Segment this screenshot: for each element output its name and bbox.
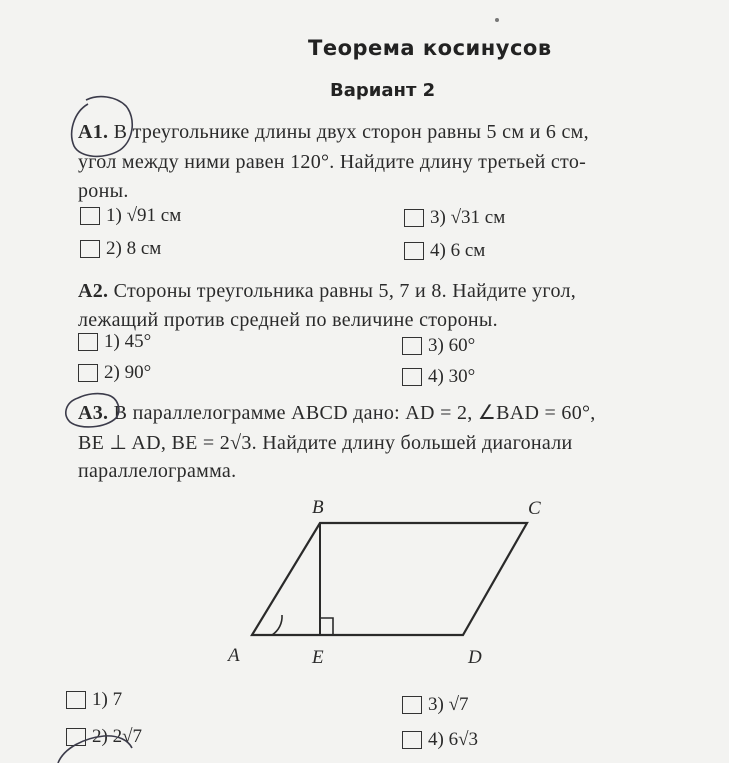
a3-option-1[interactable] — [66, 689, 122, 711]
option-label: 3) 60° — [428, 335, 476, 356]
answer-checkbox[interactable] — [66, 691, 86, 709]
question-a2-text-1: Стороны треугольника равны 5, 7 и 8. Найдите угол, — [113, 280, 577, 302]
question-a3-line-2: BE ⊥ AD, BE = 2√3. Найдите длину большей диагонали — [78, 432, 573, 454]
a1-option-2[interactable] — [80, 238, 161, 260]
answer-checkbox[interactable] — [404, 242, 424, 260]
parallelogram-abcd — [252, 523, 527, 635]
option-label: 4) 6 см — [430, 240, 486, 261]
question-a1-text-1: В треугольнике длины двух сторон равны 5 см и 6 см, — [113, 121, 589, 143]
question-a1-line-2: угол между ними равен 120°. Найдите длину третьей сто- — [78, 151, 587, 173]
question-a2-number: А2. — [78, 280, 109, 302]
vertex-label-d: D — [468, 647, 482, 668]
a1-option-4[interactable] — [404, 240, 485, 262]
option-label: 1) 7 — [92, 689, 123, 710]
option-label: 2) 2√7 — [92, 726, 143, 747]
answer-checkbox[interactable] — [78, 364, 98, 382]
angle-arc — [272, 615, 282, 635]
option-label: 2) 8 см — [106, 238, 162, 259]
right-angle-mark — [320, 618, 333, 635]
vertex-label-c: C — [528, 498, 541, 519]
a2-option-1[interactable] — [78, 331, 151, 353]
a2-option-4[interactable] — [402, 366, 475, 388]
vertex-label-a: A — [228, 645, 240, 666]
a1-option-3[interactable] — [404, 207, 505, 229]
a3-option-2[interactable] — [66, 726, 142, 748]
a3-option-4[interactable] — [402, 729, 478, 751]
option-label: 1) √91 см — [106, 205, 182, 226]
question-a3-line-3: параллелограмма. — [78, 460, 237, 482]
a1-option-1[interactable] — [80, 205, 181, 227]
answer-checkbox[interactable] — [80, 240, 100, 258]
vertex-label-b: B — [312, 497, 324, 518]
question-a3-text-1: В параллелограмме ABCD дано: AD = 2, ∠BAD = 60°, — [113, 402, 596, 424]
option-label: 4) 6√3 — [428, 729, 479, 750]
question-a2-line-1 — [78, 280, 576, 303]
variant-heading: Вариант 2 — [330, 80, 436, 101]
option-label: 3) √7 — [428, 694, 469, 715]
question-a1-line-1 — [78, 121, 589, 144]
a3-option-3[interactable] — [402, 694, 469, 716]
parallelogram-figure — [220, 490, 550, 650]
question-a1-line-3: роны. — [78, 180, 129, 202]
question-a3-number: А3. — [78, 402, 109, 424]
option-label: 3) √31 см — [430, 207, 506, 228]
option-label: 2) 90° — [104, 362, 152, 383]
point-label-e: E — [312, 647, 324, 668]
answer-checkbox[interactable] — [402, 337, 422, 355]
speck — [495, 18, 499, 22]
answer-checkbox[interactable] — [66, 728, 86, 746]
a2-option-2[interactable] — [78, 362, 151, 384]
question-a1-number: А1. — [78, 121, 109, 143]
option-label: 4) 30° — [428, 366, 476, 387]
page-title: Теорема косинусов — [308, 36, 552, 60]
option-label: 1) 45° — [104, 331, 152, 352]
answer-checkbox[interactable] — [402, 696, 422, 714]
answer-checkbox[interactable] — [78, 333, 98, 351]
answer-checkbox[interactable] — [402, 731, 422, 749]
a2-option-3[interactable] — [402, 335, 475, 357]
question-a3-line-1 — [78, 400, 596, 425]
question-a2-line-2: лежащий против средней по величине стороны. — [78, 309, 498, 331]
answer-checkbox[interactable] — [404, 209, 424, 227]
answer-checkbox[interactable] — [80, 207, 100, 225]
answer-checkbox[interactable] — [402, 368, 422, 386]
